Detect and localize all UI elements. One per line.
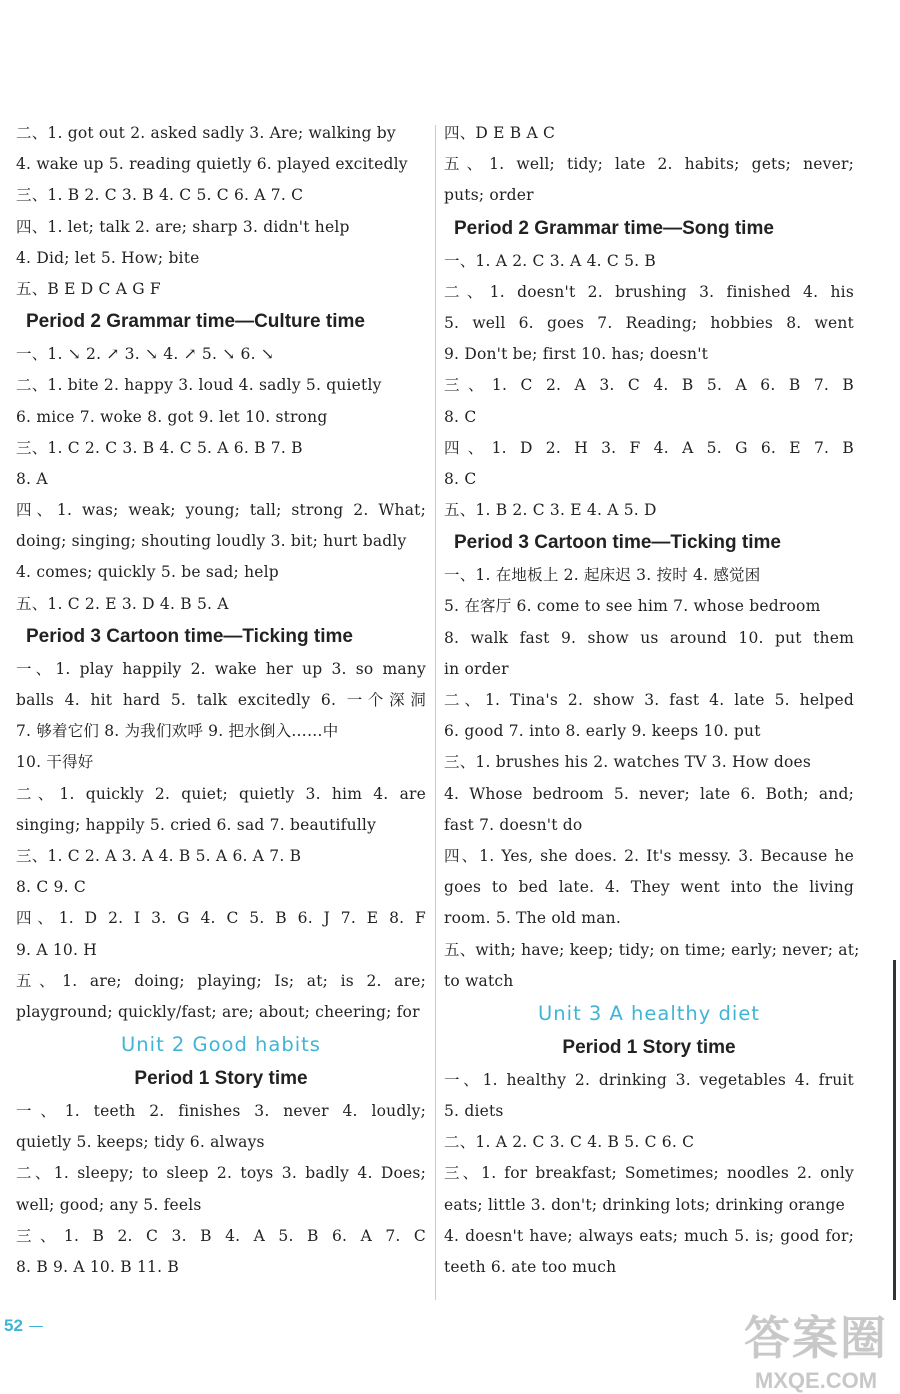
answer-line: 一、1. ↘ 2. ↗ 3. ↘ 4. ↗ 5. ↘ 6. ↘ (16, 345, 275, 364)
answer-line: 8. walk fast 9. show us around 10. put them (444, 628, 854, 647)
answer-line: 二、1. doesn't 2. brushing 3. finished 4. his (444, 282, 854, 301)
watermark (744, 1302, 888, 1394)
period-heading: Period 2 Grammar time—Culture time (26, 311, 365, 333)
watermark-logo-text: 答案圈 (744, 1311, 888, 1365)
answer-line: playground; quickly/fast; are; about; cheering; for (16, 1002, 420, 1021)
answer-line: 6. mice 7. woke 8. got 9. let 10. strong (16, 407, 328, 426)
period-heading: Period 2 Grammar time—Song time (454, 217, 774, 239)
answer-line: 四、1. let; talk 2. are; sharp 3. didn't help (16, 217, 350, 236)
answer-line: 三、1. C 2. C 3. B 4. C 5. A 6. B 7. B (16, 438, 303, 457)
answer-line: 三、1. C 2. A 3. A 4. B 5. A 6. A 7. B (16, 846, 302, 865)
answer-line: 三、1. brushes his 2. watches TV 3. How does (444, 753, 812, 772)
answer-line: 一、1. healthy 2. drinking 3. vegetables 4. fruit (444, 1070, 854, 1089)
answer-line: 5. well 6. goes 7. Reading; hobbies 8. went (444, 313, 854, 332)
answer-line: balls 4. hit hard 5. talk excitedly 6. 一个深洞 (16, 691, 426, 709)
answer-line: puts; order (444, 186, 534, 205)
answer-line: 一、1. A 2. C 3. A 4. C 5. B (444, 251, 656, 270)
answer-line: fast 7. doesn't do (444, 815, 583, 834)
column-divider (435, 125, 436, 1300)
answer-line: 五、1. B 2. C 3. E 4. A 5. D (444, 501, 657, 520)
answer-line: 9. Don't be; first 10. has; doesn't (444, 345, 709, 364)
answer-line: 9. A 10. H (16, 940, 97, 959)
answer-line: 二、1. Tina's 2. show 3. fast 4. late 5. helped (444, 691, 854, 709)
answer-line: 四、1. was; weak; young; tall; strong 2. What; (16, 501, 426, 520)
answer-line: 二、1. got out 2. asked sadly 3. Are; walking by (16, 124, 396, 142)
answer-line: 五、B E D C A G F (16, 279, 161, 298)
answer-line: eats; little 3. don't; drinking lots; drinking orange (444, 1195, 845, 1214)
answer-line: 4. doesn't have; always eats; much 5. is; good for; (444, 1226, 854, 1245)
answer-line: 8. C (444, 407, 477, 426)
answer-line: 一、1. 在地板上 2. 起床迟 3. 按时 4. 感觉困 (444, 566, 761, 585)
answer-line: 8. A (16, 469, 48, 488)
answer-line: 一、1. play happily 2. wake her up 3. so many (16, 659, 426, 678)
answer-line: 五、with; have; keep; tidy; on time; early; never; at; (444, 940, 860, 959)
page-edge-shadow (893, 960, 896, 1300)
answer-line: 8. C (444, 469, 477, 488)
watermark-url: MXQE.COM (754, 1368, 878, 1393)
answer-line: 四、1. D 2. I 3. G 4. C 5. B 6. J 7. E 8. F (16, 909, 426, 928)
answer-line: 5. 在客厅 6. come to see him 7. whose bedroom (444, 597, 821, 616)
answer-line: 二、1. quickly 2. quiet; quietly 3. him 4. are (16, 784, 426, 803)
answer-line: teeth 6. ate too much (444, 1258, 617, 1276)
answer-line: 五、1. C 2. E 3. D 4. B 5. A (16, 594, 229, 613)
answer-line: 二、1. sleepy; to sleep 2. toys 3. badly 4. Does; (16, 1164, 426, 1183)
answer-line: 二、1. A 2. C 3. C 4. B 5. C 6. C (444, 1133, 695, 1152)
period-heading: Period 1 Story time (134, 1068, 308, 1090)
answer-line: 4. Did; let 5. How; bite (16, 248, 200, 267)
answer-line: to watch (444, 971, 514, 990)
answer-line: singing; happily 5. cried 6. sad 7. beautifully (16, 815, 377, 834)
answer-line: goes to bed late. 4. They went into the living (444, 878, 854, 897)
answer-line: 4. comes; quickly 5. be sad; help (16, 563, 279, 582)
page-number: 52 (4, 1316, 43, 1336)
answer-line: quietly 5. keeps; tidy 6. always (16, 1133, 265, 1152)
period-heading: Period 3 Cartoon time—Ticking time (26, 625, 353, 647)
period-heading: Period 1 Story time (562, 1036, 736, 1058)
answer-line: well; good; any 5. feels (16, 1195, 202, 1214)
answer-line: 8. C 9. C (16, 878, 86, 897)
answer-line: 4. Whose bedroom 5. never; late 6. Both; and; (444, 784, 854, 803)
unit-heading: Unit 3 A healthy diet (538, 1001, 760, 1025)
answer-line: 五、1. are; doing; playing; Is; at; is 2. are; (16, 971, 426, 990)
answer-line: 三、1. B 2. C 3. B 4. C 5. C 6. A 7. C (16, 186, 304, 205)
answer-line: 四、1. D 2. H 3. F 4. A 5. G 6. E 7. B (444, 438, 854, 457)
answer-line: 4. wake up 5. reading quietly 6. played excitedly (16, 155, 408, 174)
answer-line: 5. diets (444, 1102, 504, 1121)
answer-line: 一、1. teeth 2. finishes 3. never 4. loudly; (16, 1102, 426, 1121)
answer-line: 10. 干得好 (16, 753, 94, 772)
left-column (16, 118, 426, 1283)
answer-line: 8. B 9. A 10. B 11. B (16, 1258, 179, 1276)
answer-line: 四、1. Yes, she does. 2. It's messy. 3. Because he (444, 846, 854, 865)
period-heading: Period 3 Cartoon time—Ticking time (454, 532, 781, 554)
answer-line: 7. 够着它们 8. 为我们欢呼 9. 把水倒入……中 (16, 722, 339, 741)
right-column (444, 118, 860, 1283)
answer-line: 三、1. B 2. C 3. B 4. A 5. B 6. A 7. C (16, 1226, 426, 1245)
answer-line: 6. good 7. into 8. early 9. keeps 10. put (444, 722, 761, 741)
answer-line: 四、D E B A C (444, 124, 556, 142)
answer-line: 三、1. C 2. A 3. C 4. B 5. A 6. B 7. B (444, 376, 854, 395)
answer-line: doing; singing; shouting loudly 3. bit; hurt badly (16, 532, 407, 551)
answer-line: room. 5. The old man. (444, 909, 621, 928)
answer-line: 三、1. for breakfast; Sometimes; noodles 2. only (444, 1164, 854, 1183)
answer-line: in order (444, 659, 509, 678)
unit-heading: Unit 2 Good habits (121, 1033, 321, 1057)
answer-line: 五、1. well; tidy; late 2. habits; gets; never; (444, 155, 854, 174)
answer-line: 二、1. bite 2. happy 3. loud 4. sadly 5. quietly (16, 376, 382, 395)
